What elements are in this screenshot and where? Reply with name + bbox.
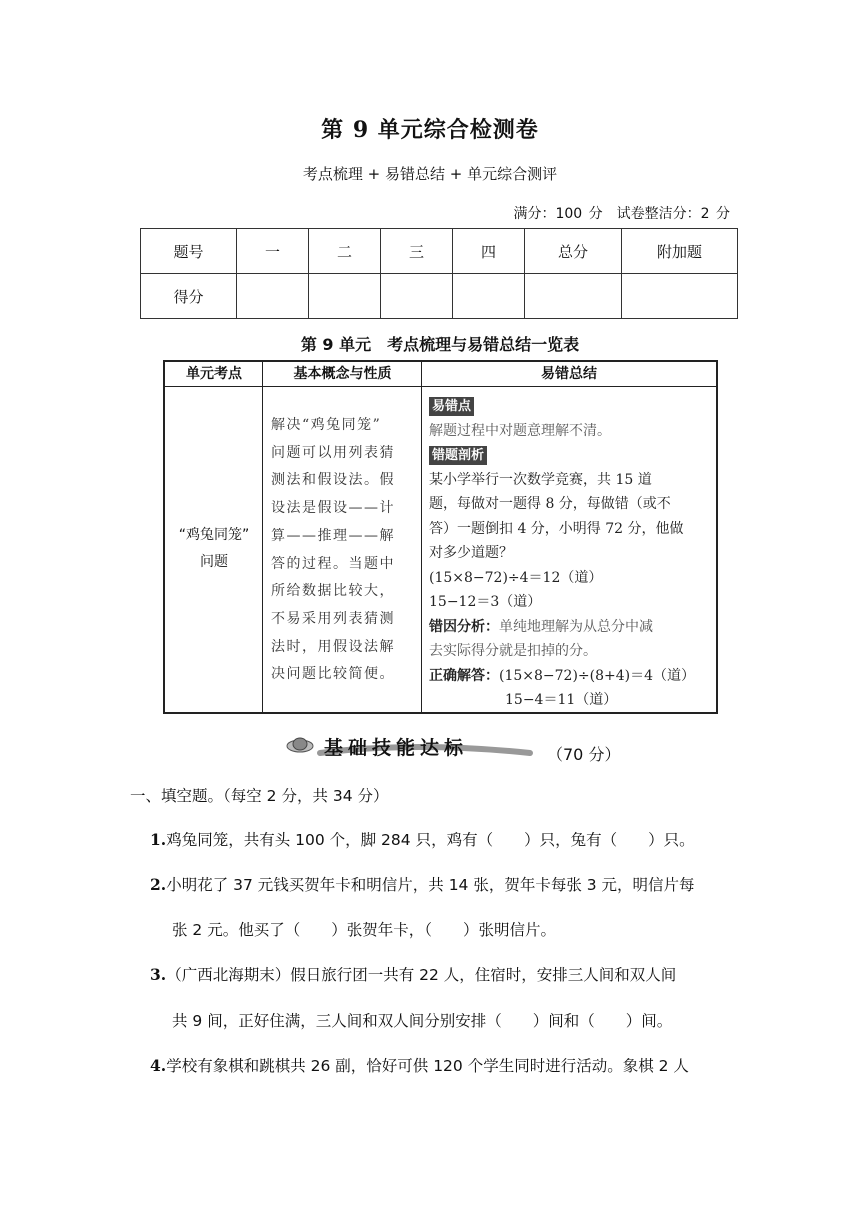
concept-cell — [271, 412, 419, 689]
correct-calc: (15×8−72)÷(8+4)＝4（道） — [499, 667, 696, 684]
concept-line: 法时，用假设法解 — [271, 638, 395, 655]
question-number: 4. — [150, 1056, 167, 1075]
summary-header-errors: 易错总结 — [422, 362, 716, 387]
score-header-cell: 一 — [237, 229, 309, 274]
concept-line: 设法是假设——计 — [271, 500, 395, 517]
summary-header-concept: 基本概念与性质 — [263, 362, 422, 387]
score-table-score-row — [141, 274, 738, 319]
column-divider — [421, 362, 422, 712]
question-3 — [150, 963, 676, 985]
question-text: （广西北海期末）假日旅行团一共有 22 人，住宿时，安排三人间和双人间 — [166, 966, 677, 984]
score-cell[interactable] — [622, 274, 738, 319]
question-number: 2. — [150, 875, 167, 894]
cause-text: 去实际得分就是扣掉的分。 — [429, 643, 597, 659]
question-3-line-2: 共 9 间，正好住满，三人间和双人间分别安排（ ）间和（ ）间。 — [172, 1012, 673, 1030]
question-1 — [150, 828, 695, 850]
banner-title: 基础技能达标 — [324, 737, 469, 759]
section-banner — [284, 733, 534, 759]
score-header-cell: 题号 — [141, 229, 237, 274]
topic-line: “鸡兔同笼” — [178, 527, 250, 543]
question-2 — [150, 873, 695, 895]
wrong-calc: (15×8−72)÷4＝12（道） — [429, 569, 603, 586]
concept-line: 决问题比较简便。 — [271, 666, 395, 683]
error-point-text: 解题过程中对题意理解不清。 — [429, 422, 611, 439]
question-2-line-2: 张 2 元。他买了（ ）张贺年卡，（ ）张明信片。 — [172, 921, 556, 939]
question-number: 1. — [150, 830, 167, 849]
summary-table — [163, 360, 718, 714]
score-table — [140, 228, 738, 319]
question-number: 3. — [150, 965, 167, 984]
concept-line: 所给数据比较大， — [271, 583, 395, 600]
question-4 — [150, 1054, 689, 1076]
problem-line: 某小学举行一次数学竞赛，共 15 道 — [429, 471, 652, 488]
section-score: （70 分） — [547, 745, 621, 764]
problem-line: 题，每做对一题得 8 分，每做错（或不 — [429, 496, 671, 512]
concept-line: 算——推理——解 — [271, 527, 395, 544]
score-cell[interactable] — [381, 274, 453, 319]
part-one-heading: 一、填空题。（每空 2 分，共 34 分） — [130, 787, 389, 805]
question-text: 鸡兔同笼，共有头 100 个，脚 284 只，鸡有（ ）只，兔有（ ）只。 — [166, 831, 695, 849]
score-cell[interactable] — [237, 274, 309, 319]
score-header-cell: 三 — [381, 229, 453, 274]
score-header-cell: 总分 — [525, 229, 622, 274]
concept-line: 测法和假设法。假 — [271, 472, 395, 489]
score-header-cell: 二 — [309, 229, 381, 274]
score-cell[interactable] — [453, 274, 525, 319]
concept-line: 问题可以用列表猜 — [271, 444, 395, 461]
score-cell[interactable] — [525, 274, 622, 319]
error-point-tag: 易错点 — [429, 397, 474, 416]
summary-header-topic: 单元考点 — [165, 362, 263, 387]
score-cell[interactable] — [309, 274, 381, 319]
concept-line: 解决“鸡兔同笼” — [271, 417, 382, 433]
analysis-tag: 错题剖析 — [429, 446, 487, 465]
score-row-label: 得分 — [141, 274, 237, 319]
page-subtitle: 考点梳理 + 易错总结 + 单元综合测评 — [302, 165, 558, 183]
cause-text: 单纯地理解为从总分中减 — [499, 618, 653, 635]
cause-label: 错因分析： — [429, 618, 499, 635]
topic-cell — [165, 522, 263, 576]
summary-table-title: 第 9 单元 考点梳理与易错总结一览表 — [300, 335, 580, 354]
concept-line: 答的过程。当题中 — [271, 555, 395, 572]
correct-calc: 15−4＝11（道） — [505, 692, 618, 708]
concept-line: 不易采用列表猜测 — [271, 610, 395, 627]
error-summary-cell — [429, 394, 714, 713]
score-header-cell: 附加题 — [622, 229, 738, 274]
score-header-cell: 四 — [453, 229, 525, 274]
score-table-header-row — [141, 229, 738, 274]
full-score-info: 满分：100 分 试卷整洁分：2 分 — [513, 206, 730, 222]
page-title: 第 9 单元综合检测卷 — [321, 117, 539, 143]
question-text: 学校有象棋和跳棋共 26 副，恰好可供 120 个学生同时进行活动。象棋 2 人 — [166, 1057, 689, 1075]
question-text: 小明花了 37 元钱买贺年卡和明信片，共 14 张，贺年卡每张 3 元，明信片每 — [166, 876, 695, 894]
problem-line: 对多少道题？ — [429, 545, 513, 561]
wrong-calc: 15−12＝3（道） — [429, 594, 542, 610]
topic-line: 问题 — [200, 554, 228, 570]
correct-label: 正确解答： — [429, 667, 499, 684]
problem-line: 答）一题倒扣 4 分，小明得 72 分，他做 — [429, 520, 684, 537]
